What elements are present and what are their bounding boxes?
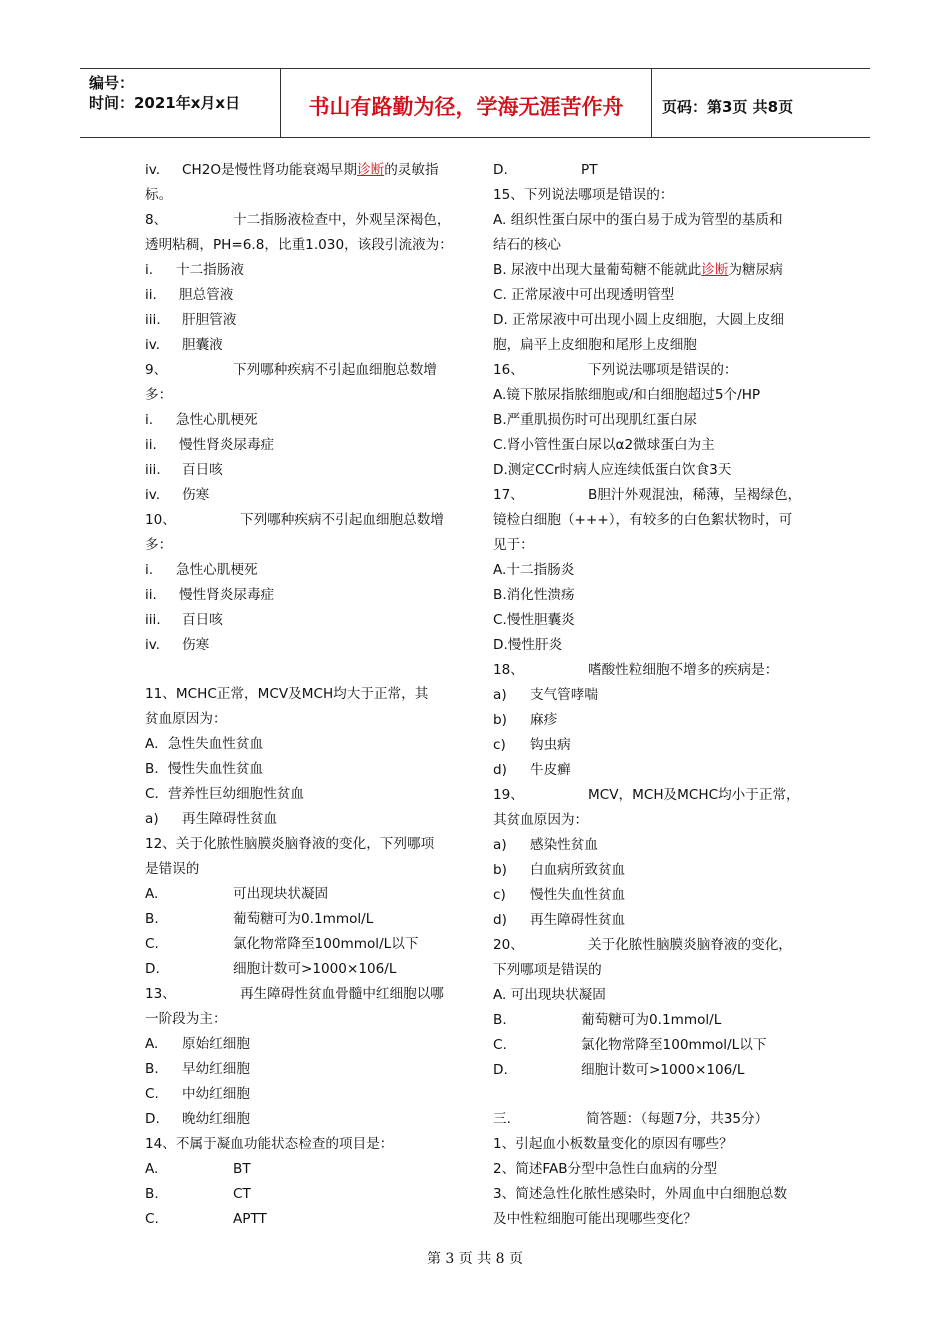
item-marker: B.: [145, 1186, 159, 1202]
header-motto: 书山有路勤为径，学海无涯苦作舟: [308, 94, 624, 119]
item-marker: 17、: [493, 487, 524, 503]
item-marker: iii.: [145, 462, 161, 478]
line-text: 结石的核心: [493, 237, 561, 253]
text-line: [493, 708, 813, 733]
line-text: 2、简述FAB分型中急性白血病的分型: [493, 1161, 718, 1177]
text-line: [493, 1207, 813, 1232]
line-text: B.消化性溃疡: [493, 587, 575, 603]
item-marker: c): [493, 737, 506, 753]
line-text: D.慢性肝炎: [493, 637, 563, 653]
line-text: 晚幼红细胞: [182, 1111, 250, 1127]
text-line: [493, 333, 813, 358]
item-marker: iv.: [145, 162, 161, 178]
text-line: [145, 832, 463, 857]
text-line: [145, 807, 463, 832]
item-marker: d): [493, 912, 507, 928]
line-text: 嗜酸性粒细胞不增多的疾病是：: [588, 662, 779, 678]
item-marker: 10、: [145, 512, 176, 528]
left-column: [145, 158, 463, 1232]
item-marker: b): [493, 862, 507, 878]
text-line: [145, 907, 463, 932]
line-text: 慢性失血性贫血: [530, 887, 626, 903]
text-line: [493, 283, 813, 308]
item-marker: A.: [145, 1036, 159, 1052]
item-marker: iv.: [145, 637, 161, 653]
line-text: C.肾小管性蛋白尿以α2微球蛋白为主: [493, 437, 715, 453]
line-text: APTT: [233, 1211, 267, 1227]
text-line: [493, 383, 813, 408]
item-marker: 18、: [493, 662, 524, 678]
text-line: [493, 158, 813, 183]
text-line: [145, 533, 463, 558]
text-line: [493, 1182, 813, 1207]
line-text: 见于：: [493, 537, 534, 553]
line-text: 十二指肠液检查中，外观呈深褐色，: [233, 212, 451, 228]
item-marker: D.: [493, 162, 508, 178]
item-marker: 三.: [493, 1111, 511, 1127]
header-page-number: 页码：第3页 共8页: [662, 98, 794, 116]
text-line: [145, 757, 463, 782]
line-text: 标。: [145, 187, 173, 203]
text-line: [493, 908, 813, 933]
text-line: [493, 808, 813, 833]
item-marker: B.: [493, 1012, 507, 1028]
line-text: 再生障碍性贫血: [182, 811, 278, 827]
item-marker: iv.: [145, 337, 161, 353]
line-text: 其贫血原因为：: [493, 812, 589, 828]
line-text: 感染性贫血: [530, 837, 598, 853]
text-line: [145, 1082, 463, 1107]
blank-line: [145, 658, 463, 682]
line-text: B．慢性失血性贫血: [145, 761, 264, 777]
item-marker: 13、: [145, 986, 176, 1002]
line-text: 胞，扁平上皮细胞和尾形上皮细胞: [493, 337, 697, 353]
line-text: 麻疹: [530, 712, 558, 728]
item-marker: ii.: [145, 287, 157, 303]
hyperlink-diagnosis[interactable]: 诊断: [357, 162, 385, 178]
line-text: 急性心肌梗死: [176, 412, 258, 428]
page-footer: 第 3 页 共 8 页: [426, 1251, 524, 1267]
line-text: 牛皮癣: [530, 762, 571, 778]
line-text: 细胞计数可>1000×106/L: [581, 1062, 745, 1078]
line-text-continued: 为糖尿病: [728, 262, 783, 278]
text-line: [145, 233, 463, 258]
text-line: [145, 682, 463, 707]
text-line: [493, 1132, 813, 1157]
line-text: 支气管哮喘: [530, 687, 598, 703]
text-line: [145, 408, 463, 433]
text-line: [493, 783, 813, 808]
text-line: [145, 882, 463, 907]
line-text: 氯化物常降至100mmol/L以下: [233, 936, 419, 952]
text-line: [145, 707, 463, 732]
item-marker: d): [493, 762, 507, 778]
right-column: [493, 158, 813, 1232]
text-line: [493, 608, 813, 633]
line-text: 下列说法哪项是错误的：: [588, 362, 738, 378]
line-text: 伤寒: [182, 487, 210, 503]
text-line: [145, 358, 463, 383]
text-line: [145, 608, 463, 633]
text-line: [493, 1008, 813, 1033]
item-marker: D.: [145, 961, 160, 977]
line-text: 12、关于化脓性脑膜炎脑脊液的变化，下列哪项: [145, 836, 435, 852]
line-text: 11、MCHC正常，MCV及MCH均大于正常，其: [145, 686, 429, 702]
text-line: [493, 508, 813, 533]
text-line: [145, 782, 463, 807]
text-line: [493, 683, 813, 708]
line-text: 下列哪种疾病不引起血细胞总数增: [233, 362, 437, 378]
text-line: [493, 633, 813, 658]
document-date-label: 时间：2021年x月x日: [89, 94, 241, 112]
line-text: B.严重肌损伤时可出现肌红蛋白尿: [493, 412, 697, 428]
text-line: [493, 1033, 813, 1058]
line-text: 简答题：（每题7分，共35分）: [586, 1111, 769, 1127]
line-text: 百日咳: [182, 612, 223, 628]
text-line: [493, 1157, 813, 1182]
line-text: 多：: [145, 537, 173, 553]
text-line: [145, 957, 463, 982]
text-line: [145, 558, 463, 583]
item-marker: a): [145, 811, 159, 827]
line-text: 1、引起血小板数量变化的原因有哪些？: [493, 1136, 733, 1152]
text-line: [493, 983, 813, 1008]
text-line: [145, 732, 463, 757]
item-marker: c): [493, 887, 506, 903]
line-text: 15、下列说法哪项是错误的：: [493, 187, 674, 203]
item-marker: A.: [145, 886, 159, 902]
line-text: 及中性粒细胞可能出现哪些变化？: [493, 1211, 697, 1227]
text-line: [145, 583, 463, 608]
line-text: 慢性肾炎尿毒症: [179, 587, 275, 603]
line-text: 葡萄糖可为0.1mmol/L: [581, 1012, 722, 1028]
line-text: BT: [233, 1161, 251, 1177]
text-line: [493, 233, 813, 258]
text-line: [493, 183, 813, 208]
text-line: [145, 183, 463, 208]
line-text: 镜检白细胞（+++），有较多的白色絮状物时，可: [493, 512, 793, 528]
text-line: [145, 1207, 463, 1232]
item-marker: 20、: [493, 937, 524, 953]
item-marker: 16、: [493, 362, 524, 378]
text-line: [493, 358, 813, 383]
item-marker: ii.: [145, 587, 157, 603]
page-header: [80, 68, 870, 138]
line-text: 胆囊液: [182, 337, 223, 353]
line-text: CT: [233, 1186, 251, 1202]
line-text: 贫血原因为：: [145, 711, 227, 727]
line-text: A. 组织性蛋白尿中的蛋白易于成为管型的基质和: [493, 212, 783, 228]
line-text: 慢性肾炎尿毒症: [179, 437, 275, 453]
line-text: A．急性失血性贫血: [145, 736, 264, 752]
text-line: [145, 1007, 463, 1032]
item-marker: 19、: [493, 787, 524, 803]
line-text-continued: 的灵敏指: [384, 162, 439, 178]
text-line: [145, 1157, 463, 1182]
item-marker: C.: [145, 936, 159, 952]
header-motto-cell: [281, 69, 652, 137]
item-marker: b): [493, 712, 507, 728]
item-marker: D.: [493, 1062, 508, 1078]
text-line: [145, 258, 463, 283]
text-line: [493, 733, 813, 758]
text-line: [493, 658, 813, 683]
item-marker: A.: [145, 1161, 159, 1177]
line-text: 下列哪种疾病不引起血细胞总数增: [240, 512, 444, 528]
line-text: 一阶段为主：: [145, 1011, 227, 1027]
line-text: C．营养性巨幼细胞性贫血: [145, 786, 305, 802]
text-line: [145, 508, 463, 533]
text-line: [145, 483, 463, 508]
line-text: 胆总管液: [179, 287, 234, 303]
item-marker: B.: [145, 911, 159, 927]
item-marker: ii.: [145, 437, 157, 453]
line-text: 百日咳: [182, 462, 223, 478]
document-number-label: 编号：: [89, 74, 135, 92]
line-text: 原始红细胞: [182, 1036, 250, 1052]
line-text: 中幼红细胞: [182, 1086, 250, 1102]
text-line: [493, 583, 813, 608]
text-line: [145, 333, 463, 358]
line-text: 关于化脓性脑膜炎脑脊液的变化，: [588, 937, 792, 953]
text-line: [493, 958, 813, 983]
item-marker: C.: [145, 1086, 159, 1102]
line-text: 下列哪项是错误的: [493, 962, 602, 978]
line-text: 透明粘稠，PH=6.8，比重1.030，该段引流液为：: [145, 237, 453, 253]
line-text: 3、简述急性化脓性感染时，外周血中白细胞总数: [493, 1186, 788, 1202]
line-text: 十二指肠液: [176, 262, 244, 278]
line-text: D. 正常尿液中可出现小圆上皮细胞，大圆上皮细: [493, 312, 784, 328]
text-line: [493, 833, 813, 858]
item-marker: i.: [145, 262, 154, 278]
text-line: [145, 857, 463, 882]
blank-line: [493, 1083, 813, 1107]
line-text: 氯化物常降至100mmol/L以下: [581, 1037, 767, 1053]
text-line: [493, 408, 813, 433]
line-text: A.镜下脓尿指脓细胞或/和白细胞超过5个/HP: [493, 387, 761, 403]
text-line: [493, 533, 813, 558]
item-marker: i.: [145, 562, 154, 578]
line-text: 白血病所致贫血: [530, 862, 626, 878]
text-line: [145, 982, 463, 1007]
item-marker: 8、: [145, 212, 168, 228]
line-text: MCV，MCH及MCHC均小于正常，: [588, 787, 800, 803]
text-line: [145, 283, 463, 308]
line-text: 细胞计数可>1000×106/L: [233, 961, 397, 977]
item-marker: i.: [145, 412, 154, 428]
text-line: [145, 308, 463, 333]
text-line: [493, 858, 813, 883]
text-line: [145, 158, 463, 183]
line-text: 再生障碍性贫血: [530, 912, 626, 928]
line-text: B胆汁外观混浊，稀薄，呈褐绿色，: [588, 487, 802, 503]
item-marker: D.: [145, 1111, 160, 1127]
hyperlink-diagnosis[interactable]: 诊断: [701, 262, 729, 278]
line-text: 多：: [145, 387, 173, 403]
line-text: 可出现块状凝固: [233, 886, 329, 902]
line-text: 钩虫病: [530, 737, 571, 753]
text-line: [493, 558, 813, 583]
text-line: [145, 208, 463, 233]
line-text: C. 正常尿液中可出现透明管型: [493, 287, 675, 303]
line-text: A.十二指肠炎: [493, 562, 575, 578]
text-line: [145, 1057, 463, 1082]
line-text: 伤寒: [182, 637, 210, 653]
text-line: [145, 383, 463, 408]
item-marker: a): [493, 837, 507, 853]
line-text: 14、不属于凝血功能状态检查的项目是：: [145, 1136, 394, 1152]
line-text: 早幼红细胞: [182, 1061, 250, 1077]
line-text: CH2O是慢性肾功能衰竭早期: [182, 162, 357, 178]
line-text: B. 尿液中出现大量葡萄糖不能就此: [493, 262, 702, 278]
item-marker: a): [493, 687, 507, 703]
line-text: 葡萄糖可为0.1mmol/L: [233, 911, 374, 927]
text-line: [493, 208, 813, 233]
text-line: [493, 1058, 813, 1083]
line-text: 再生障碍性贫血骨髓中红细胞以哪: [240, 986, 444, 1002]
text-line: [493, 883, 813, 908]
item-marker: C.: [145, 1211, 159, 1227]
text-line: [493, 258, 813, 283]
line-text: A. 可出现块状凝固: [493, 987, 606, 1003]
line-text: 肝胆管液: [182, 312, 237, 328]
text-line: [493, 433, 813, 458]
header-info-cell: [80, 69, 281, 137]
item-marker: iii.: [145, 612, 161, 628]
text-line: [145, 1182, 463, 1207]
text-line: [145, 633, 463, 658]
header-page-cell: [652, 69, 870, 137]
text-line: [145, 1107, 463, 1132]
item-marker: 9、: [145, 362, 168, 378]
line-text: C.慢性胆囊炎: [493, 612, 575, 628]
line-text: PT: [581, 162, 598, 178]
item-marker: iv.: [145, 487, 161, 503]
text-line: [493, 933, 813, 958]
text-line: [493, 308, 813, 333]
text-line: [493, 1107, 813, 1132]
text-line: [493, 458, 813, 483]
text-line: [145, 433, 463, 458]
text-line: [145, 458, 463, 483]
text-line: [493, 758, 813, 783]
line-text: D.测定CCr时病人应连续低蛋白饮食3天: [493, 462, 732, 478]
item-marker: B.: [145, 1061, 159, 1077]
line-text: 急性心肌梗死: [176, 562, 258, 578]
text-line: [493, 483, 813, 508]
text-line: [145, 1032, 463, 1057]
item-marker: iii.: [145, 312, 161, 328]
item-marker: C.: [493, 1037, 507, 1053]
text-line: [145, 1132, 463, 1157]
line-text: 是错误的: [145, 861, 200, 877]
text-line: [145, 932, 463, 957]
